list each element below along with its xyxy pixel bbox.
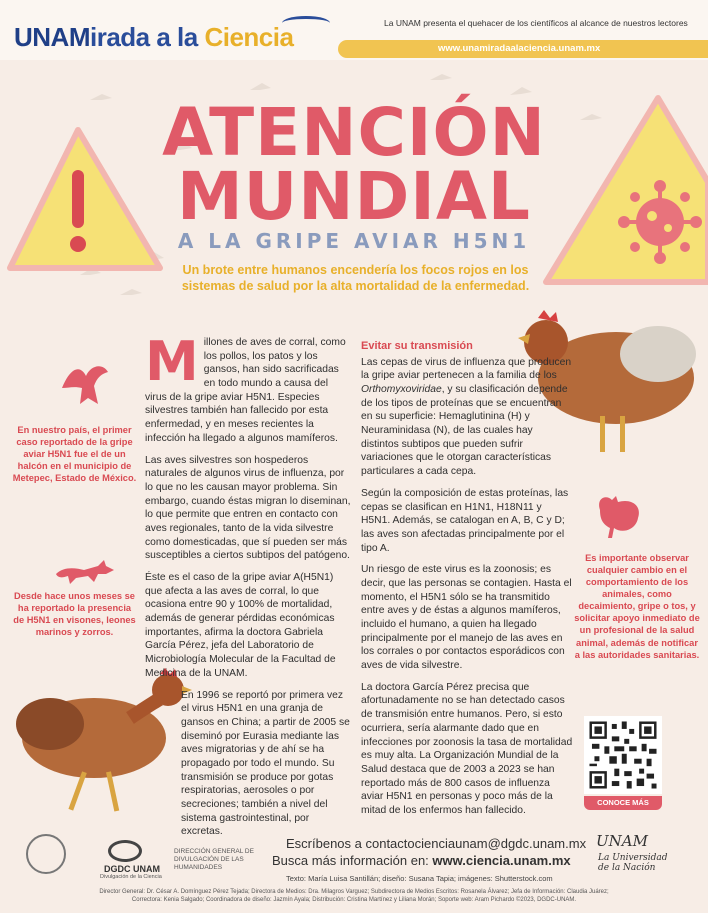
col2-paragraph-4: La doctora García Pérez precisa que afortunadamente no se han detectado casos de transmisión entre humanos. Pero, si esto ocurriera, sería alarmante dado que en infecciones por zoonosis la tasa de mortalidad es muy alta. La Organización Mundial de la Salud destaca que de 2003 a 2023 se han reportado más de 800 casos de influenza aviar H5N1 en personas y poco más de la mitad de los enfermos han fallecido. xyxy=(361,681,573,816)
unam-signature-logo: UNAM xyxy=(596,832,648,850)
side-note-behavior: Es importante observar cualquier cambio en el comportamiento de los animales, como decaimiento, gripe o tos, y solicitar apoyo inmediato de un profesional de la salud animal, además de notificar a las autoridades sanitarias. xyxy=(574,553,700,660)
header-tagline: La UNAM presenta el quehacer de los científicos al alcance de nuestros lectores xyxy=(384,18,688,28)
col2-paragraph-1 xyxy=(361,356,573,479)
col2-p1-after: , y su clasificación depende de los tipos de proteínas que se encuentran en su superficie: Hemaglutinina (H) y Neuraminidasa (N), de las cuales hay distintos subtipos que pueden sufrir variaciones que le otorgan características particulares a cada cepa. xyxy=(361,384,568,478)
footer-staff xyxy=(0,888,708,905)
footer-more-info xyxy=(272,853,571,868)
header-band xyxy=(0,0,708,60)
footer-staff-line-1: Director General: Dr. César A. Domínguez Pérez Tejada; Directora de Medios: Dra. Milagros Varguez; Subdirectora de Medios Escritos: Rosanela Álvarez; Jefa de Información: Claudia Juárez; xyxy=(99,889,609,895)
side-note-hawk: En nuestro país, el primer caso reportado de la gripe aviar H5N1 fue el de un halcón en el municipio de Metepec, Estado de México. xyxy=(12,425,137,484)
col2-p1-italic: Orthomyxoviridae xyxy=(361,384,442,395)
footer-more-info-label: Busca más información en: xyxy=(272,853,433,868)
divulgacion-logo-text: DIRECCIÓN GENERAL DE DIVULGACIÓN DE LAS HUMANIDADES xyxy=(174,848,254,871)
col1-paragraph-2: Las aves silvestres son hospederos naturales de algunos virus de influenza, por lo que no les causan mayor problema. Sin embargo, cuando éstas migran lo diseminan, lo que permite que entren en contacto con aves regionales, tanto de la vida silvestre como domesticadas, que sí pueden ser más susceptibles a ciertos subtipos del patógeno. xyxy=(145,454,351,562)
section-heading: Evitar su transmisión xyxy=(361,340,473,352)
col2-paragraph-3: Un riesgo de este virus es la zoonosis; es decir, que las personas se contagien. Hasta el momento, el H5N1 sólo se ha transmitido entre aves y de éstas a algunos mamíferos, incluido el humano, a quien ha llegado principalmente por el manejo de las aves en los corrales o por contactos esporádicos con aves de vida silvestre. xyxy=(361,564,572,672)
col1-paragraph-1 xyxy=(145,330,352,446)
article-column-2 xyxy=(361,339,573,826)
logo-arc-icon xyxy=(282,16,330,30)
footer-contact-email[interactable]: Escríbenos a contactocienciaunam@dgdc.unam.mx xyxy=(286,836,587,851)
title-line-1: ATENCIÓN xyxy=(162,94,546,171)
dgdc-logo-text: DGDC UNAM xyxy=(104,864,160,874)
logo-ciencia: Ciencia xyxy=(204,22,294,52)
qr-code-icon[interactable] xyxy=(584,716,662,794)
footer-more-info-link[interactable]: www.ciencia.unam.mx xyxy=(432,853,571,868)
col2-p1-before: Las cepas de virus de influenza que producen la gripe aviar pertenecen a la familia de los xyxy=(361,356,572,382)
col2-paragraph-2: Según la composición de estas proteínas, las cepas se clasifican en H1N1, H18N11 y H5N1. Además, se catalogan en A, B, C y D; las aves son afectadas principalmente por el tipo A. xyxy=(361,487,569,554)
col1-p1-text: illones de aves de corral, como los pollos, los patos y los gansos, han sido sacrificadas en todo mundo a causa del virus de la gripe aviar H5N1. Especies silvestres también han fallecido por esta enfermedad, y en meses recientes la infección ha llegado a algunos mamíferos. xyxy=(145,337,346,444)
title-line-2: MUNDIAL xyxy=(177,158,531,235)
side-note-mammals: Desde hace unos meses se ha reportado la presencia de H5N1 en visones, leones marinos y zorros. xyxy=(13,591,136,638)
subtitle: A LA GRIPE AVIAR H5N1 xyxy=(177,229,531,253)
dgdc-logo-icon xyxy=(108,840,142,862)
dgdc-logo-subtext: Divulgación de la Ciencia xyxy=(100,874,162,880)
url-banner[interactable] xyxy=(338,40,708,58)
dropcap: M xyxy=(145,330,199,393)
logo-mirada: irada a la xyxy=(90,22,205,52)
fox-icon xyxy=(54,556,118,586)
footer-credits: Texto: María Luisa Santillán; diseño: Susana Tapia; imágenes: Shutterstock.com xyxy=(286,874,553,883)
conoce-mas-button[interactable]: CONOCE MÁS xyxy=(584,796,662,810)
col1-paragraph-3: Éste es el caso de la gripe aviar A(H5N1) que afecta a las aves de corral, lo que ocasiona entre 90 y 100% de mortalidad, además de generar pérdidas económicas importantes, afirma la doctora Gabriela García Pérez, jefa del Laboratorio de Microbiología Molecular de la Facultad de Medicina de la UNAM. xyxy=(145,572,336,679)
unam-seal-logo xyxy=(26,834,66,874)
footer-staff-line-2: Correctora: Kenia Salgado; Coordinadora de diseño: Jazmín Ayala; Distribución: Cristina Martínez y Liliana Morán; Soporte web: Aram Pichardo ©2023, DGDC-UNAM. xyxy=(131,897,577,904)
col1-paragraph-4: En 1996 se reportó por primera vez el virus H5N1 en una granja de gansos en China; a partir de 2005 se diseminó por Eurasia mediante las aves migratorias y de ahí se ha propagado por todo el mundo. Su transmisión se produce por gotas respiratorias, aerosoles o por secreciones; también a nivel del sistema gastrointestinal, por excretas. xyxy=(181,689,350,838)
unam-motto: La Universidad de la Nación xyxy=(598,853,668,873)
logo-wordmark[interactable] xyxy=(14,22,293,53)
logo-unam: UNAM xyxy=(14,22,90,52)
article-column-1 xyxy=(145,330,352,847)
header-url[interactable]: www.unamiradaalaciencia.unam.mx xyxy=(438,43,601,54)
chicken-icon xyxy=(592,488,644,540)
hawk-icon xyxy=(58,358,112,410)
lead-paragraph: Un brote entre humanos encendería los focos rojos en los sistemas de salud por la alta mortalidad de la enfermedad. xyxy=(181,263,530,294)
